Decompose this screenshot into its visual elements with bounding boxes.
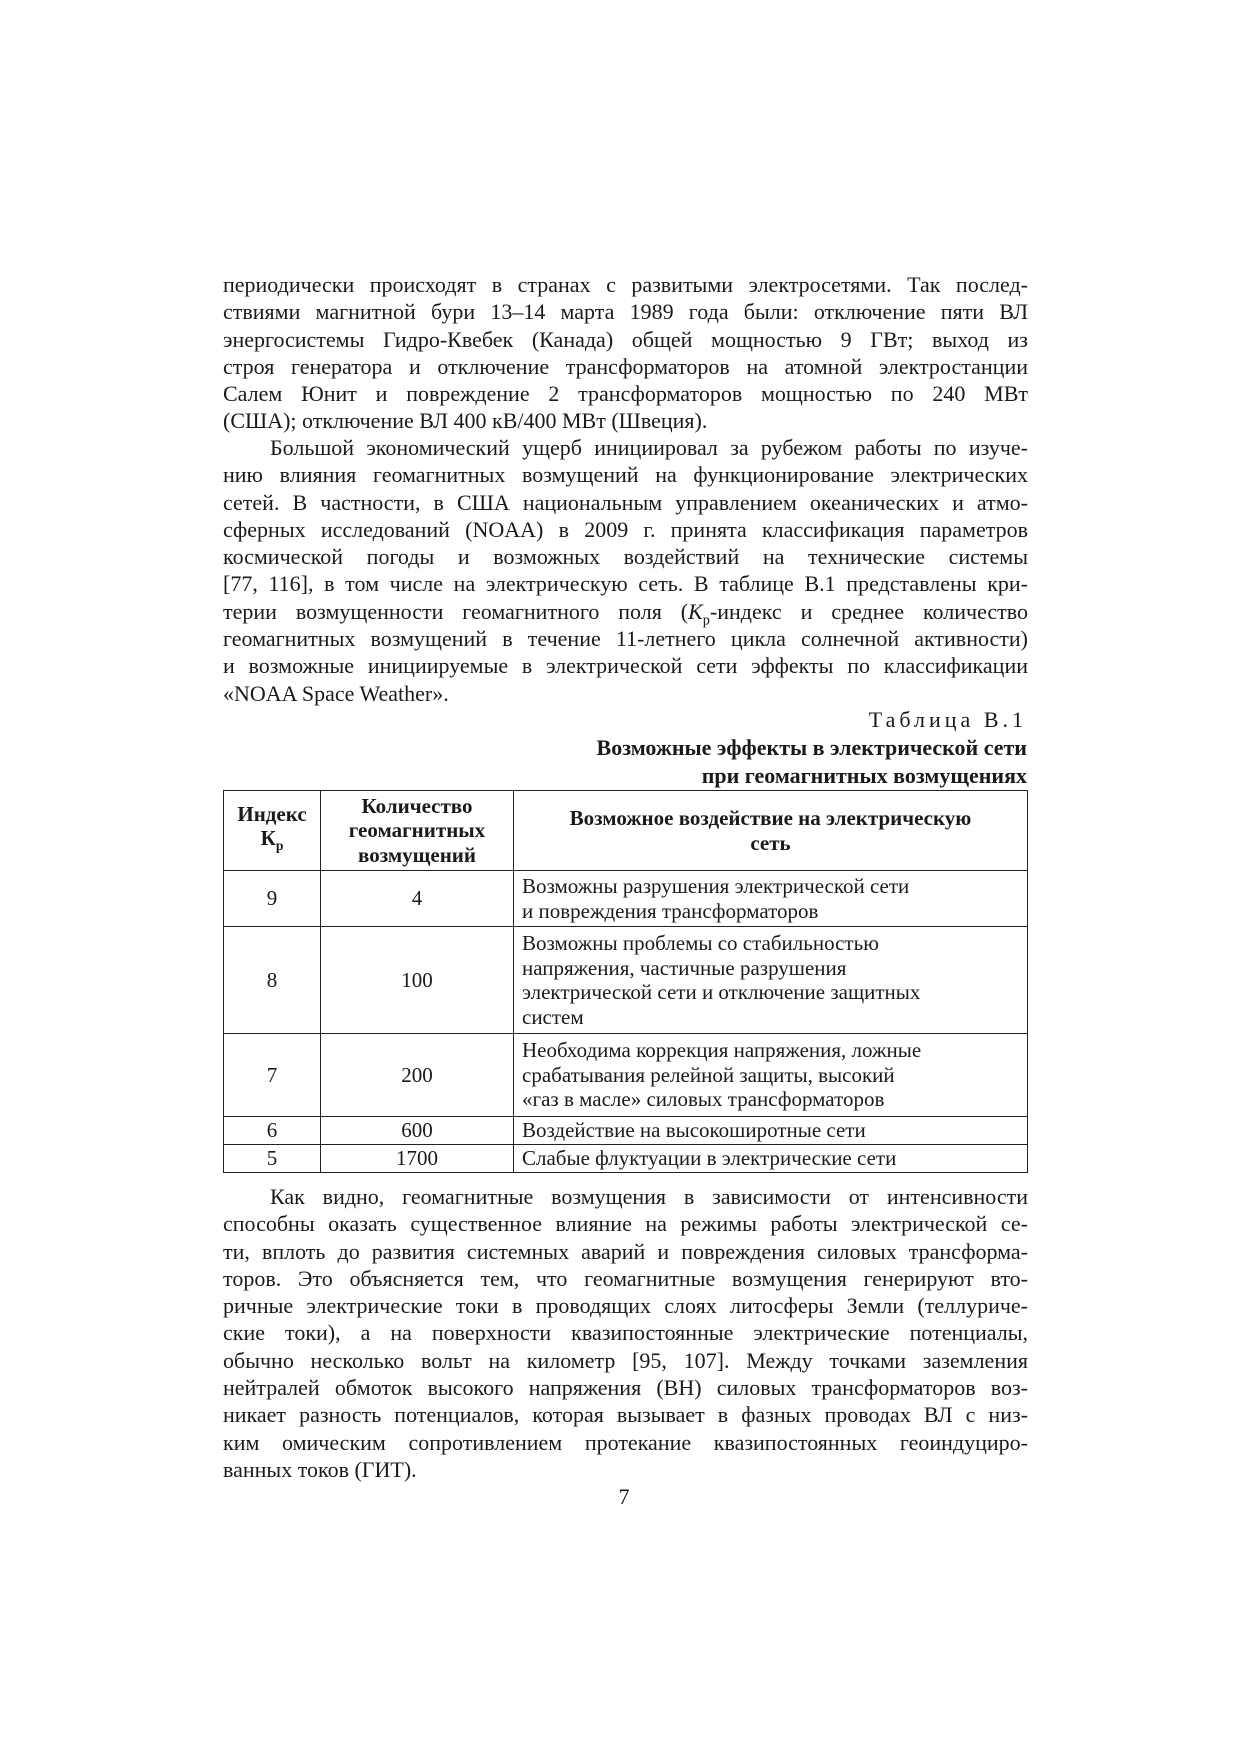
count-cell: 1700 — [321, 1145, 514, 1173]
effect-line: Возможны проблемы со стабильностью — [522, 931, 879, 955]
header-count-line: Количество — [361, 793, 473, 818]
text-line: ричные электрические токи в проводящих слоях литосферы Земли (теллуриче- — [223, 1293, 1028, 1319]
paragraph-2 — [223, 434, 1028, 707]
kp-symbol: K — [688, 598, 703, 624]
effect-line: Возможны разрушения электрической сети — [522, 874, 910, 898]
header-index-label: Индекс — [237, 801, 307, 826]
text-line: нейтралей обмоток высокого напряжения (ВН) силовых трансформаторов воз- — [223, 1375, 1028, 1401]
effect-line: напряжения, частичные разрушения — [522, 955, 847, 980]
table-title-line: Возможные эффекты в электрической сети — [596, 735, 1027, 760]
effect-cell — [514, 1117, 1028, 1145]
text-line: ствиями магнитной бури 13–14 марта 1989 года были: отключение пяти ВЛ — [223, 299, 1028, 325]
table-caption: Таблица В.1 — [868, 707, 1027, 732]
text-line: космической погоды и возможных воздействий на технические системы — [223, 544, 1028, 570]
text-line: ские токи), а на поверхности квазипостоянные электрические потенциалы, — [223, 1320, 1028, 1346]
text-line: нию влияния геомагнитных возмущений на функционирование электрических — [223, 462, 1028, 488]
table-row — [224, 871, 1028, 927]
text-line: строя генератора и отключение трансформаторов на атомной электростанции — [223, 353, 1028, 379]
kp-cell: 7 — [224, 1034, 321, 1117]
paragraph-1 — [223, 271, 1028, 435]
text-line: «NOAA Space Weather». — [223, 680, 449, 706]
effect-cell — [514, 927, 1028, 1034]
effect-line: электрической сети и отключение защитных — [522, 980, 921, 1004]
text-fragment: терии возмущенности геомагнитного поля ( — [223, 598, 689, 624]
count-cell: 4 — [321, 871, 514, 927]
header-effect-line: сеть — [750, 830, 791, 855]
text-fragment: -индекс и среднее количество — [709, 598, 1028, 624]
text-line: энергосистемы Гидро-Квебек (Канада) общей мощностью 9 ГВт; выход из — [223, 326, 1028, 352]
effect-cell — [514, 1145, 1028, 1173]
text-line: периодически происходят в странах с развитыми электросетями. Так послед- — [223, 272, 1028, 297]
header-effect — [514, 791, 1028, 871]
text-line: геомагнитных возмущений в течение 11-летнего цикла солнечной активности) — [223, 626, 1028, 652]
header-effect-line: Возможное воздействие на электрическую — [569, 806, 972, 830]
text-line: сетей. В частности, в США национальным управлением океанических и атмо- — [223, 489, 1028, 515]
table-row — [224, 1117, 1028, 1145]
table-row — [224, 1145, 1028, 1173]
text-line: Как видно, геомагнитные возмущения в зависимости от интенсивности — [270, 1184, 1028, 1209]
text-line: ванных токов (ГИТ). — [223, 1456, 417, 1482]
effect-line: Воздействие на высокоширотные сети — [522, 1118, 866, 1143]
text-line: торов. Это объясняется тем, что геомагнитные возмущения генерируют вто- — [223, 1265, 1028, 1291]
table-header-row — [224, 791, 1028, 871]
text-line: ким омическим сопротивлением протекание квазипостоянных геоиндуциро- — [223, 1429, 1028, 1455]
text-line: сферных исследований (NOAA) в 2009 г. принята классификация параметров — [223, 516, 1028, 542]
text-line: способны оказать существенное влияние на режимы работы электрической се- — [223, 1211, 1028, 1237]
effect-line: «газ в масле» силовых трансформаторов — [522, 1087, 885, 1112]
effect-line: Слабые флуктуации в электрические сети — [522, 1146, 897, 1171]
header-count — [321, 791, 514, 871]
kp-cell: 5 — [224, 1145, 321, 1173]
kp-cell: 6 — [224, 1117, 321, 1145]
text-line: [77, 116], в том числе на электрическую сеть. В таблице В.1 представлены кри- — [223, 571, 1028, 597]
table-title — [597, 734, 1027, 790]
effect-cell — [514, 1034, 1028, 1117]
count-cell: 100 — [321, 927, 514, 1034]
effect-line: Необходима коррекция напряжения, ложные — [522, 1038, 922, 1063]
text-line: Большой экономический ущерб инициировал за рубежом работы по изуче- — [270, 435, 1028, 460]
table-title-line: при геомагнитных возмущениях — [701, 763, 1027, 788]
effect-line: срабатывания релейной защиты, высокий — [522, 1062, 895, 1087]
text-line: обычно несколько вольт на километр [95, 107]. Между точками заземления — [223, 1347, 1028, 1373]
text-line: ти, вплоть до развития системных аварий и повреждения силовых трансформа- — [223, 1238, 1028, 1264]
text-line: (США); отключение ВЛ 400 кВ/400 МВт (Швеция). — [223, 408, 708, 434]
text-line: Салем Юнит и повреждение 2 трансформаторов мощностью по 240 МВт — [223, 381, 1028, 407]
kp-cell: 9 — [224, 871, 321, 927]
text-line: никает разность потенциалов, которая вызывает в фазных проводах ВЛ с низ- — [223, 1402, 1028, 1428]
header-index — [224, 791, 321, 871]
text-line — [223, 598, 1028, 629]
count-cell: 200 — [321, 1034, 514, 1117]
effect-cell — [514, 871, 1028, 927]
effect-line: и повреждения трансформаторов — [522, 898, 819, 923]
table-row — [224, 1034, 1028, 1117]
header-index-symbol: $К_р$ — [260, 826, 284, 854]
kp-cell: 8 — [224, 927, 321, 1034]
header-count-line: возмущений — [358, 842, 476, 867]
table-row — [224, 927, 1028, 1034]
effects-table — [223, 790, 1028, 1173]
header-count-line: геомагнитных — [348, 818, 486, 843]
page-number: 7 — [618, 1484, 630, 1509]
kp-subscript: p — [702, 612, 710, 629]
text-line: и возможные инициируемые в электрической сети эффекты по классификации — [223, 653, 1028, 679]
count-cell: 600 — [321, 1117, 514, 1145]
paragraph-3 — [223, 1183, 1028, 1483]
effect-line: систем — [522, 1004, 584, 1029]
